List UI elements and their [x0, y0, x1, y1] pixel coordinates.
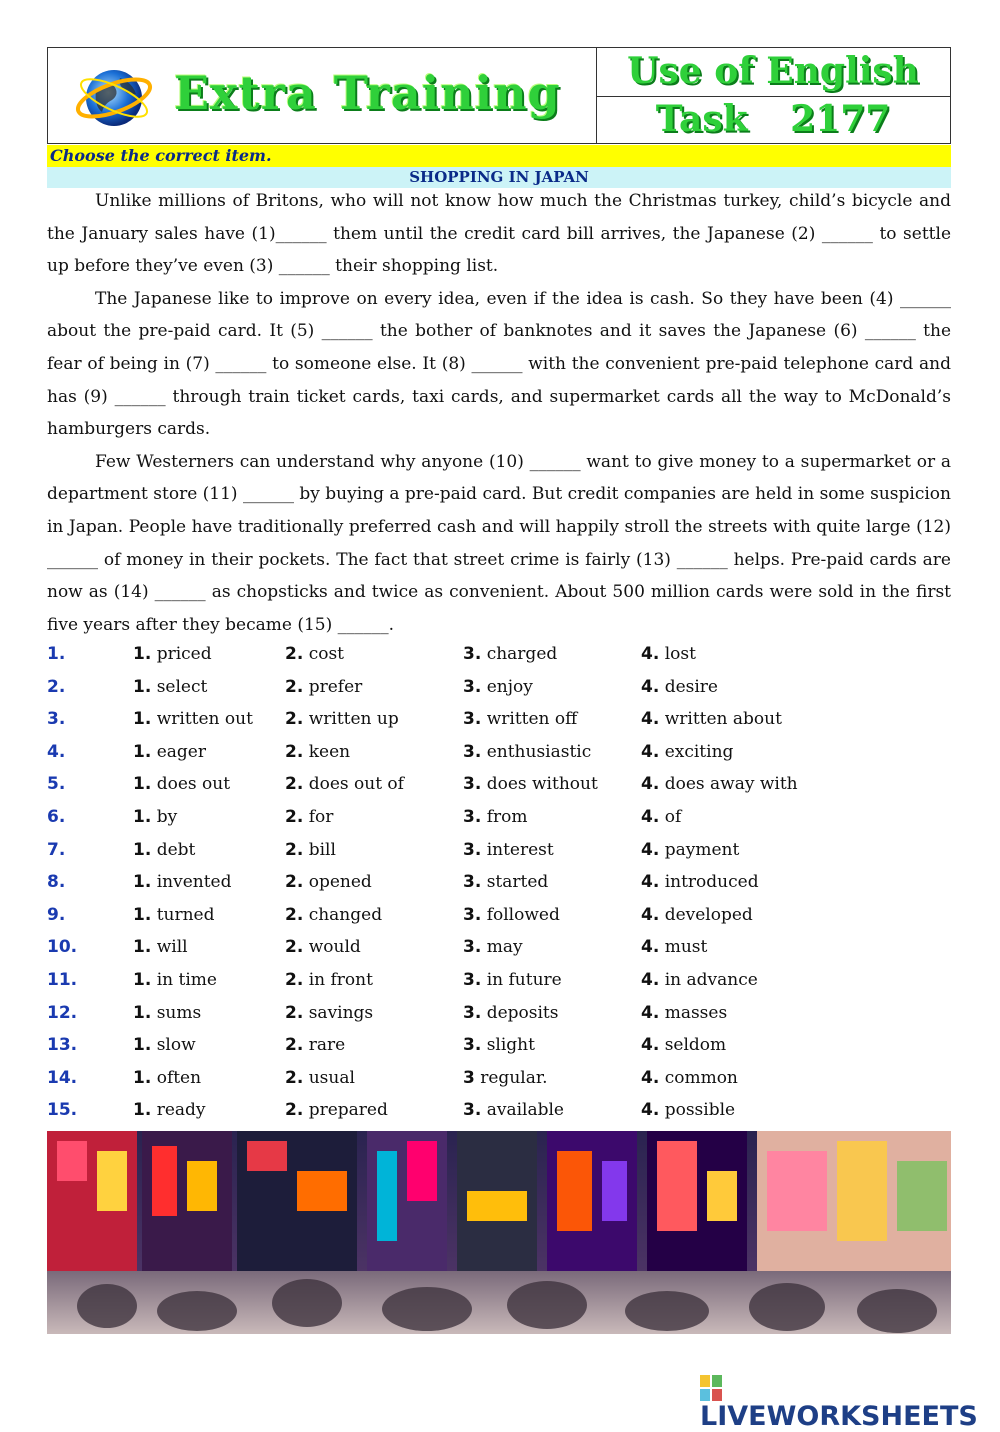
answer-option[interactable] [285, 1029, 345, 1062]
question-row [47, 834, 951, 867]
paragraph-2: The Japanese like to improve on every idea, even if the idea is cash. So they have been (4) ______ about the pre-paid card. It (5) ______ the bother of banknotes and it saves the Japanese (6) ______ the fear of being in (7) ______ to someone else. It (8) ______ with the convenient pre-paid telephone card and has (9) ______ through train ticket cards, taxi cards, and supermarket cards all the way to McDonald’s hamburgers cards. [47, 288, 951, 440]
option-number: 4. [641, 904, 660, 925]
option-number: 2. [285, 644, 304, 664]
option-text: ready [156, 1100, 206, 1121]
option-number: 3. [463, 774, 482, 795]
question-number: 12. [47, 1002, 78, 1023]
answer-option[interactable] [285, 801, 333, 834]
answer-option[interactable] [463, 899, 560, 932]
question-row [47, 1062, 951, 1095]
instruction-text: Choose the correct item. [50, 146, 272, 165]
brand-title: Extra Training [174, 66, 561, 120]
option-text: lost [664, 644, 696, 664]
option-number: 4. [641, 872, 660, 893]
option-text: does without [486, 774, 598, 795]
option-text: slow [156, 1035, 196, 1056]
question-row [47, 899, 951, 932]
option-text: followed [486, 904, 560, 925]
question-row [47, 964, 951, 997]
option-number: 4. [641, 1067, 660, 1088]
answer-option[interactable] [463, 801, 527, 834]
question-number: 9. [47, 904, 66, 925]
option-text: charged [486, 644, 558, 664]
option-text: eager [156, 741, 206, 762]
answer-option[interactable] [641, 866, 759, 899]
answer-option[interactable] [641, 1029, 726, 1062]
option-number: 1. [133, 774, 152, 795]
option-text: masses [664, 1002, 728, 1023]
option-number: 3. [463, 904, 482, 925]
instruction-bar [47, 145, 951, 167]
option-text: written about [664, 709, 782, 730]
option-number: 2. [285, 741, 304, 762]
option-text: must [664, 937, 708, 958]
answer-option[interactable] [133, 801, 177, 834]
option-number: 1. [133, 676, 152, 697]
answer-option[interactable] [463, 703, 577, 736]
option-number: 1. [133, 644, 152, 664]
option-number: 2. [285, 774, 304, 795]
option-number: 3. [463, 741, 482, 762]
option-text: opened [308, 872, 372, 893]
answer-option[interactable] [463, 866, 548, 899]
answer-option[interactable] [641, 736, 733, 769]
option-text: in future [486, 969, 562, 990]
answer-option[interactable] [133, 866, 231, 899]
option-text: available [486, 1100, 564, 1121]
question-row [47, 931, 951, 964]
option-text: changed [308, 904, 383, 925]
option-text: does out [156, 774, 231, 795]
answer-option[interactable] [463, 638, 557, 671]
answer-option[interactable] [641, 834, 739, 867]
answer-option[interactable] [133, 899, 215, 932]
worksheet-header [47, 47, 951, 144]
answer-option[interactable] [133, 834, 195, 867]
question-number: 2. [47, 676, 66, 697]
option-number: 2. [285, 937, 304, 958]
option-text: usual [308, 1067, 355, 1088]
answer-option[interactable] [463, 671, 533, 704]
option-text: keen [308, 741, 351, 762]
option-number: 4. [641, 839, 660, 860]
answer-option[interactable] [285, 997, 373, 1030]
option-number: 4. [641, 1035, 660, 1056]
option-text: desire [664, 676, 718, 697]
option-number: 2. [285, 969, 304, 990]
question-row [47, 736, 951, 769]
passage-title: SHOPPING IN JAPAN [409, 168, 589, 186]
option-number: 1. [133, 806, 152, 827]
answer-option[interactable] [133, 768, 230, 801]
option-number: 1. [133, 709, 152, 730]
answer-option[interactable] [285, 931, 361, 964]
paragraph-1: Unlike millions of Britons, who will not know how much the Christmas turkey, child’s bicycle and the January sales have (1)______ them until the credit card bill arrives, the Japanese (2) ______ to settle up before they’ve even (3) ______ their shopping list. [47, 191, 951, 277]
option-number: 2. [285, 1002, 304, 1023]
option-text: developed [664, 904, 753, 925]
option-number: 1. [133, 969, 152, 990]
answer-option[interactable] [463, 964, 562, 997]
answer-option[interactable] [133, 931, 188, 964]
option-text: invented [156, 872, 232, 893]
option-number: 4. [641, 937, 660, 958]
option-text: written off [486, 709, 578, 730]
option-text: seldom [664, 1035, 727, 1056]
option-number: 2. [285, 1100, 304, 1121]
answer-option[interactable] [285, 964, 373, 997]
option-number: 2. [285, 676, 304, 697]
option-number: 4. [641, 969, 660, 990]
option-number: 1. [133, 904, 152, 925]
option-text: enthusiastic [486, 741, 592, 762]
option-text: priced [156, 644, 212, 664]
option-text: started [486, 872, 549, 893]
option-number: 3. [463, 872, 482, 893]
answer-option[interactable] [285, 834, 336, 867]
option-text: in advance [664, 969, 758, 990]
answer-option[interactable] [285, 703, 399, 736]
question-number: 13. [47, 1035, 78, 1056]
answer-option[interactable] [641, 899, 753, 932]
answer-option[interactable] [285, 736, 350, 769]
answer-option[interactable] [133, 703, 253, 736]
option-text: in time [156, 969, 217, 990]
option-text: does out of [308, 774, 404, 795]
option-text: savings [308, 1002, 374, 1023]
option-number: 3. [463, 839, 482, 860]
option-text: does away with [664, 774, 798, 795]
option-number: 2. [285, 839, 304, 860]
option-number: 4. [641, 774, 660, 795]
answer-option[interactable] [285, 638, 344, 671]
question-number: 11. [47, 969, 78, 990]
question-row [47, 768, 951, 801]
answer-option[interactable] [641, 671, 718, 704]
answer-option[interactable] [133, 736, 206, 769]
answer-option[interactable] [641, 1062, 738, 1095]
answer-option[interactable] [463, 1029, 535, 1062]
answer-option[interactable] [463, 834, 554, 867]
answer-option[interactable] [463, 997, 558, 1030]
option-text: cost [308, 644, 345, 664]
answer-option[interactable] [133, 1062, 201, 1095]
answer-option[interactable] [641, 768, 798, 801]
footer-brand [700, 1375, 1000, 1432]
option-text: turned [156, 904, 215, 925]
answer-option[interactable] [641, 638, 696, 671]
question-row [47, 997, 951, 1030]
answer-option[interactable] [285, 1094, 388, 1127]
option-number: 3. [463, 937, 482, 958]
option-text: payment [664, 839, 740, 860]
option-number: 3. [463, 969, 482, 990]
option-number: 2. [285, 904, 304, 925]
question-number: 6. [47, 806, 66, 827]
brand-panel [48, 48, 597, 143]
footer-brand-text: LIVEWORKSHEETS [700, 1401, 978, 1432]
option-number: 2. [285, 806, 304, 827]
option-text: introduced [664, 872, 759, 893]
answer-option[interactable] [133, 1029, 196, 1062]
answer-option[interactable] [133, 997, 201, 1030]
question-row [47, 671, 951, 704]
answer-option[interactable] [463, 768, 598, 801]
option-text: of [664, 806, 682, 827]
option-text: written up [308, 709, 399, 730]
option-text: in front [308, 969, 373, 990]
question-row [47, 1094, 951, 1127]
option-text: enjoy [486, 676, 533, 697]
option-number: 1. [133, 1035, 152, 1056]
answer-option[interactable] [133, 964, 217, 997]
option-number: 1. [133, 1067, 152, 1088]
question-row [47, 1029, 951, 1062]
liveworksheets-logo-icon [700, 1375, 722, 1401]
option-text: will [156, 937, 188, 958]
option-number: 3. [463, 1035, 482, 1056]
answer-option[interactable] [285, 866, 372, 899]
option-text: interest [486, 839, 554, 860]
option-number: 1. [133, 741, 152, 762]
option-text: select [156, 676, 208, 697]
answer-option[interactable] [285, 1062, 355, 1095]
option-number: 2. [285, 709, 304, 730]
option-text: deposits [486, 1002, 559, 1023]
option-text: from [486, 806, 528, 827]
option-number: 3. [463, 709, 482, 730]
option-number: 4. [641, 676, 660, 697]
question-number: 10. [47, 937, 78, 958]
option-text: for [308, 806, 334, 827]
question-row [47, 638, 951, 671]
option-number: 2. [285, 1035, 304, 1056]
option-number: 4. [641, 644, 660, 664]
option-number: 3. [463, 1002, 482, 1023]
option-number: 4. [641, 806, 660, 827]
option-text: regular. [480, 1067, 548, 1088]
subject-panel [596, 48, 950, 97]
subject-label: Use of English [627, 50, 919, 92]
option-text: prepared [308, 1100, 388, 1121]
option-text: exciting [664, 741, 734, 762]
question-number: 5. [47, 774, 66, 795]
option-number: 2. [285, 1067, 304, 1088]
answer-option[interactable] [463, 736, 591, 769]
question-number: 8. [47, 872, 66, 893]
option-text: rare [308, 1035, 346, 1056]
question-number: 7. [47, 839, 66, 860]
option-number: 4. [641, 1100, 660, 1121]
option-number: 3. [463, 676, 482, 697]
option-text: would [308, 937, 361, 958]
option-text: by [156, 806, 178, 827]
option-text: sums [156, 1002, 202, 1023]
question-row [47, 703, 951, 736]
option-number: 4. [641, 709, 660, 730]
answer-option[interactable] [133, 638, 212, 671]
answer-option[interactable] [641, 801, 681, 834]
answer-option[interactable] [133, 671, 207, 704]
option-text: possible [664, 1100, 736, 1121]
option-number: 4. [641, 1002, 660, 1023]
option-text: debt [156, 839, 196, 860]
option-number: 2. [285, 872, 304, 893]
option-number: 1. [133, 839, 152, 860]
answer-option[interactable] [285, 768, 404, 801]
answer-option[interactable] [463, 931, 523, 964]
passage [47, 185, 951, 641]
answer-options [47, 638, 951, 1127]
option-number: 4. [641, 741, 660, 762]
option-text: prefer [308, 676, 363, 697]
answer-option[interactable] [641, 1094, 735, 1127]
task-panel [596, 96, 950, 143]
option-number: 1. [133, 1002, 152, 1023]
option-number: 3. [463, 806, 482, 827]
answer-option[interactable] [285, 671, 362, 704]
answer-option[interactable] [463, 1094, 564, 1127]
option-number: 1. [133, 937, 152, 958]
option-text: may [486, 937, 523, 958]
paragraph-3: Few Westerners can understand why anyone (10) ______ want to give money to a supermarket or a department store (11) ______ by buying a pre-paid card. But credit companies are held in some suspicion in Japan. People have traditionally preferred cash and will happily stroll the streets with quite large (12) ______ of money in their pockets. The fact that street crime is fairly (13) ______ helps. Pre-paid cards are now as (14) ______ as chopsticks and twice as convenient. About 500 million cards were sold in the first five years after they became (15) ______. [47, 451, 951, 635]
option-number: 1. [133, 872, 152, 893]
option-number: 1. [133, 1100, 152, 1121]
question-number: 15. [47, 1100, 78, 1121]
answer-option[interactable] [133, 1094, 206, 1127]
option-number: 3. [463, 1100, 482, 1121]
question-number: 4. [47, 741, 66, 762]
option-text: common [664, 1067, 738, 1088]
option-text: often [156, 1067, 202, 1088]
answer-option[interactable] [285, 899, 382, 932]
question-row [47, 866, 951, 899]
task-label: Task 2177 [655, 98, 891, 140]
option-number: 3. [463, 644, 482, 664]
globe-logo-icon [74, 64, 154, 130]
answer-option[interactable] [641, 997, 727, 1030]
question-number: 1. [47, 644, 66, 664]
tokyo-street-photo [47, 1131, 951, 1334]
option-text: bill [308, 839, 336, 860]
answer-option[interactable] [463, 1062, 548, 1095]
option-text: written out [156, 709, 253, 730]
option-text: slight [486, 1035, 535, 1056]
answer-option[interactable] [641, 931, 707, 964]
question-number: 14. [47, 1067, 78, 1088]
option-number: 3 [463, 1067, 475, 1088]
question-row [47, 801, 951, 834]
answer-option[interactable] [641, 703, 782, 736]
answer-option[interactable] [641, 964, 758, 997]
question-number: 3. [47, 709, 66, 730]
